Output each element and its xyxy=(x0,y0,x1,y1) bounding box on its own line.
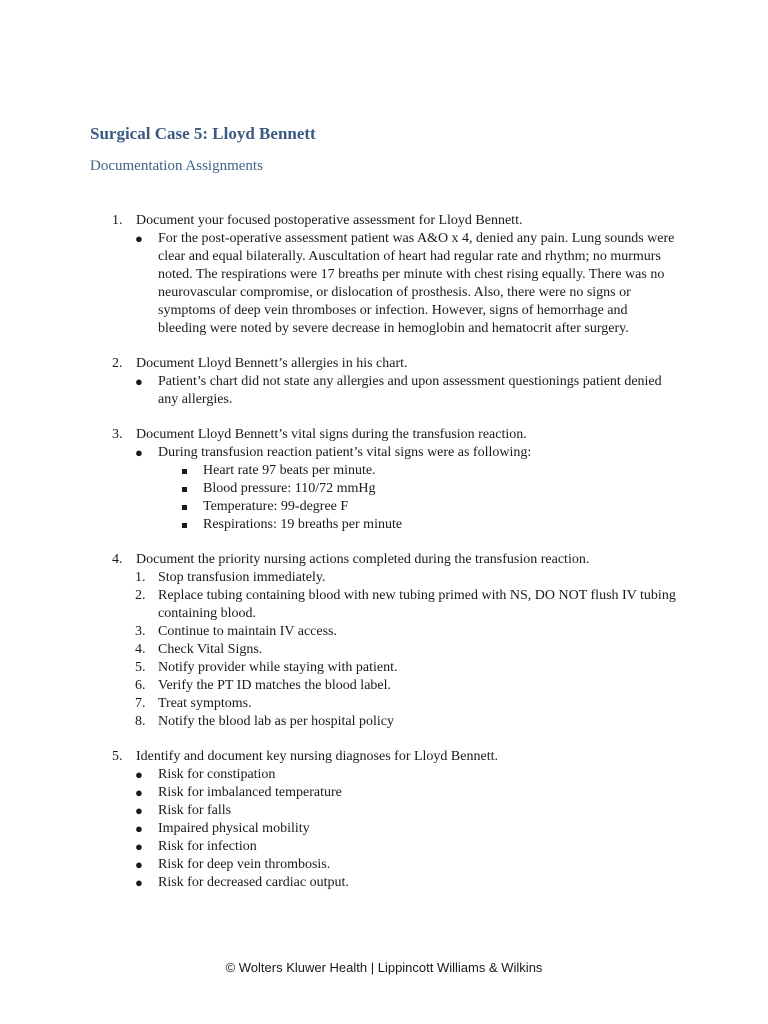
square-bullet-icon xyxy=(182,487,187,492)
bullet-text: Risk for imbalanced temperature xyxy=(158,785,342,800)
vital-sign-text: Respirations: 19 breaths per minute xyxy=(203,517,403,532)
vital-sign-item xyxy=(0,480,683,498)
square-bullet-icon xyxy=(182,469,187,474)
bullet-text: Risk for constipation xyxy=(158,767,276,782)
step-item xyxy=(0,623,678,641)
page-footer: © Wolters Kluwer Health | Lippincott Williams & Wilkins xyxy=(225,960,543,975)
step-number: 8. xyxy=(135,714,146,729)
vital-sign-item xyxy=(0,516,683,534)
question-row xyxy=(0,212,676,230)
step-text: Replace tubing containing blood with new tubing primed with NS, DO NOT flush IV tubing containing blood. xyxy=(158,588,676,621)
question-2 xyxy=(0,355,768,409)
vital-sign-item xyxy=(0,462,683,480)
bullet-icon: ● xyxy=(135,445,143,460)
step-number: 7. xyxy=(135,696,146,711)
step-text: Stop transfusion immediately. xyxy=(158,570,326,585)
list-item xyxy=(0,838,678,856)
page-title: Surgical Case 5: Lloyd Bennett xyxy=(90,124,316,143)
step-number: 1. xyxy=(135,570,146,585)
bullet-icon: ● xyxy=(135,857,143,872)
step-number: 3. xyxy=(135,624,146,639)
step-item xyxy=(0,641,678,659)
vital-sign-text: Heart rate 97 beats per minute. xyxy=(203,463,376,478)
step-item xyxy=(0,587,678,623)
bullet-icon: ● xyxy=(135,767,143,782)
list-item xyxy=(0,766,678,784)
step-number: 4. xyxy=(135,642,146,657)
bullet-text: Patient’s chart did not state any allergies and upon assessment questionings patient denied any allergies. xyxy=(158,374,662,407)
list-item xyxy=(0,444,678,462)
step-text: Check Vital Signs. xyxy=(158,642,263,657)
step-text: Treat symptoms. xyxy=(158,696,252,711)
step-text: Verify the PT ID matches the blood label. xyxy=(158,678,392,693)
step-item xyxy=(0,659,678,677)
question-1 xyxy=(0,212,768,338)
question-row xyxy=(0,551,676,569)
question-row xyxy=(0,748,676,766)
bullet-icon: ● xyxy=(135,803,143,818)
vital-sign-item xyxy=(0,498,683,516)
list-item xyxy=(0,373,678,409)
question-number: 5. xyxy=(112,749,123,764)
step-text: Notify provider while staying with patient. xyxy=(158,660,398,675)
question-4 xyxy=(0,551,768,731)
question-row xyxy=(0,426,676,444)
bullet-text: Risk for deep vein thrombosis. xyxy=(158,857,331,872)
question-text: Document the priority nursing actions completed during the transfusion reaction. xyxy=(136,552,590,567)
step-text: Continue to maintain IV access. xyxy=(158,624,337,639)
list-item xyxy=(0,874,678,892)
bullet-text: Risk for decreased cardiac output. xyxy=(158,875,349,890)
step-item xyxy=(0,677,678,695)
square-bullet-icon xyxy=(182,505,187,510)
bullet-icon: ● xyxy=(135,785,143,800)
assignment-list xyxy=(0,212,768,909)
question-number: 2. xyxy=(112,356,123,371)
step-item xyxy=(0,713,678,731)
square-bullet-icon xyxy=(182,523,187,528)
step-number: 2. xyxy=(135,588,146,603)
list-item xyxy=(0,784,678,802)
question-text: Document Lloyd Bennett’s vital signs during the transfusion reaction. xyxy=(136,427,527,442)
question-3 xyxy=(0,426,768,534)
question-number: 4. xyxy=(112,552,123,567)
step-number: 5. xyxy=(135,660,146,675)
vital-sign-text: Blood pressure: 110/72 mmHg xyxy=(203,481,376,496)
bullet-icon: ● xyxy=(135,875,143,890)
question-text: Identify and document key nursing diagnoses for Lloyd Bennett. xyxy=(136,749,498,764)
step-item xyxy=(0,569,678,587)
page-subtitle: Documentation Assignments xyxy=(90,158,263,174)
question-number: 3. xyxy=(112,427,123,442)
bullet-text: Risk for falls xyxy=(158,803,232,818)
bullet-text: Impaired physical mobility xyxy=(158,821,310,836)
list-item xyxy=(0,802,678,820)
bullet-text: During transfusion reaction patient’s vital signs were as following: xyxy=(158,445,532,460)
bullet-icon: ● xyxy=(135,231,143,246)
vital-sign-text: Temperature: 99-degree F xyxy=(203,499,349,514)
list-item xyxy=(0,230,678,338)
bullet-text: Risk for infection xyxy=(158,839,257,854)
list-item xyxy=(0,856,678,874)
step-item xyxy=(0,695,678,713)
step-number: 6. xyxy=(135,678,146,693)
list-item xyxy=(0,820,678,838)
question-text: Document Lloyd Bennett’s allergies in his chart. xyxy=(136,356,408,371)
question-text: Document your focused postoperative assessment for Lloyd Bennett. xyxy=(136,213,523,228)
question-row xyxy=(0,355,676,373)
question-number: 1. xyxy=(112,213,123,228)
question-5 xyxy=(0,748,768,892)
bullet-text: For the post-operative assessment patient was A&O x 4, denied any pain. Lung sounds were clear and equal bilaterally. Auscultation of heart had regular rate and rhythm; no murmurs noted. The respirations were 17 breaths per minute with chest rising equally. There was no neurovascular compromise, or dislocation of prosthesis. Also, there were no signs or symptoms of deep vein thromboses or infection. However, signs of hemorrhage and bleeding were noted by severe decrease in hemoglobin and hematocrit after surgery. xyxy=(158,231,675,336)
step-text: Notify the blood lab as per hospital policy xyxy=(158,714,395,729)
bullet-icon: ● xyxy=(135,839,143,854)
bullet-icon: ● xyxy=(135,374,143,389)
bullet-icon: ● xyxy=(135,821,143,836)
